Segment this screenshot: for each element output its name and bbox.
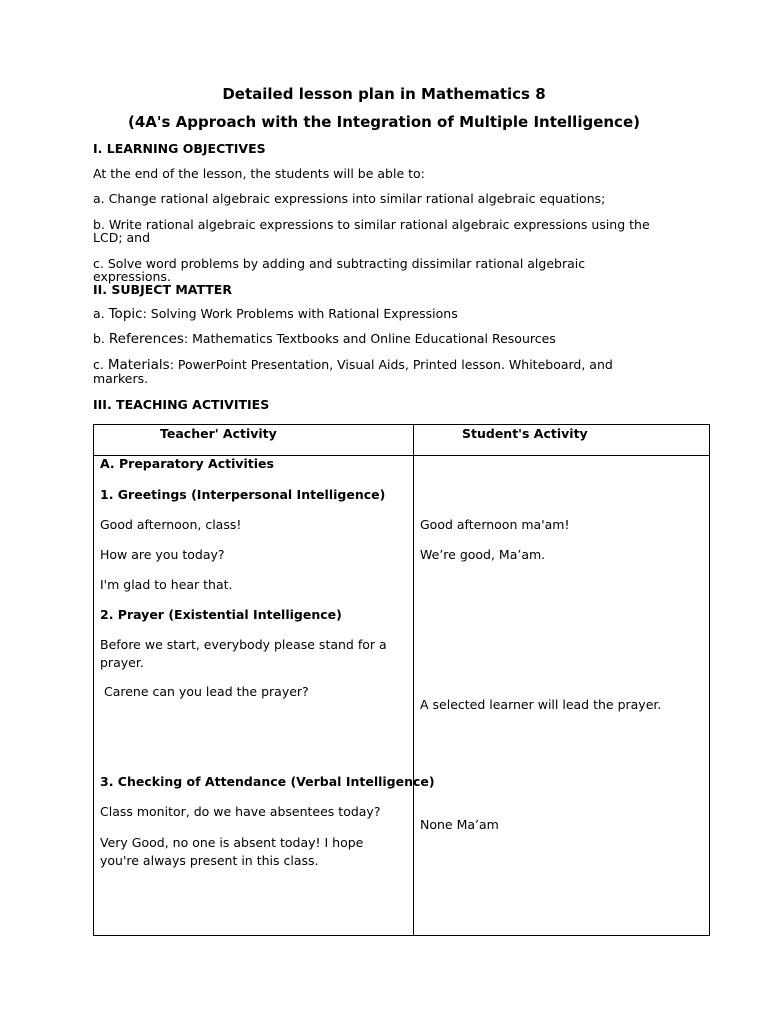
teacher-line-how-are-you: How are you today? — [100, 547, 225, 562]
teacher-line-absentees: Class monitor, do we have absentees today? — [100, 804, 381, 819]
student-line-prayer: A selected learner will lead the prayer. — [420, 697, 662, 712]
references-value: : Mathematics Textbooks and Online Educational Resources — [183, 331, 556, 346]
preparatory-heading: A. Preparatory Activities — [100, 456, 274, 471]
objective-c: c. Solve word problems by adding and subtracting dissimilar rational algebraic expressions. — [93, 256, 586, 284]
teacher-line-glad: I'm glad to hear that. — [100, 577, 233, 592]
subject-heading: II. SUBJECT MATTER — [93, 282, 232, 297]
objectives-heading: I. LEARNING OBJECTIVES — [93, 141, 266, 156]
topic-value: : Solving Work Problems with Rational Expressions — [142, 306, 458, 321]
teacher-column-header: Teacher' Activity — [160, 426, 277, 441]
subject-topic — [93, 307, 663, 321]
references-prefix: b. — [93, 331, 109, 346]
objective-b: b. Write rational algebraic expressions to similar rational algebraic expressions using the LCD; and — [93, 217, 650, 245]
materials-prefix: c. — [93, 357, 108, 372]
attendance-heading: 3. Checking of Attendance (Verbal Intelligence) — [100, 774, 435, 789]
objectives-intro: At the end of the lesson, the students will be able to: — [93, 166, 425, 181]
objective-a: a. Change rational algebraic expressions into similar rational algebraic equations; — [93, 191, 606, 206]
subject-references — [93, 332, 663, 346]
column-divider — [413, 425, 414, 935]
prayer-heading: 2. Prayer (Existential Intelligence) — [100, 607, 342, 622]
student-line-greeting: Good afternoon ma'am! — [420, 517, 570, 532]
topic-prefix: a. — [93, 306, 109, 321]
student-column-header: Student's Activity — [462, 426, 588, 441]
teacher-line-very-good: Very Good, no one is absent today! I hope you're always present in this class. — [100, 835, 364, 868]
teaching-heading: III. TEACHING ACTIVITIES — [93, 397, 270, 412]
teacher-line-lead-prayer: Carene can you lead the prayer? — [100, 684, 309, 699]
teacher-line-stand: Before we start, everybody please stand for a prayer. — [100, 637, 387, 670]
student-line-good: We’re good, Ma’am. — [420, 547, 546, 562]
materials-value: : PowerPoint Presentation, Visual Aids, Printed lesson. Whiteboard, and markers. — [93, 357, 613, 386]
materials-label: Materials — [107, 357, 170, 373]
teacher-line-greeting: Good afternoon, class! — [100, 517, 242, 532]
greetings-heading: 1. Greetings (Interpersonal Intelligence) — [100, 487, 386, 502]
topic-label: Topic — [108, 306, 143, 322]
subject-materials — [93, 358, 663, 385]
student-line-none: None Ma’am — [420, 817, 499, 832]
references-label: References — [108, 331, 184, 347]
activities-table — [93, 424, 710, 936]
document-subtitle: (4A's Approach with the Integration of Multiple Intelligence) — [128, 113, 640, 131]
document-title: Detailed lesson plan in Mathematics 8 — [222, 85, 546, 103]
